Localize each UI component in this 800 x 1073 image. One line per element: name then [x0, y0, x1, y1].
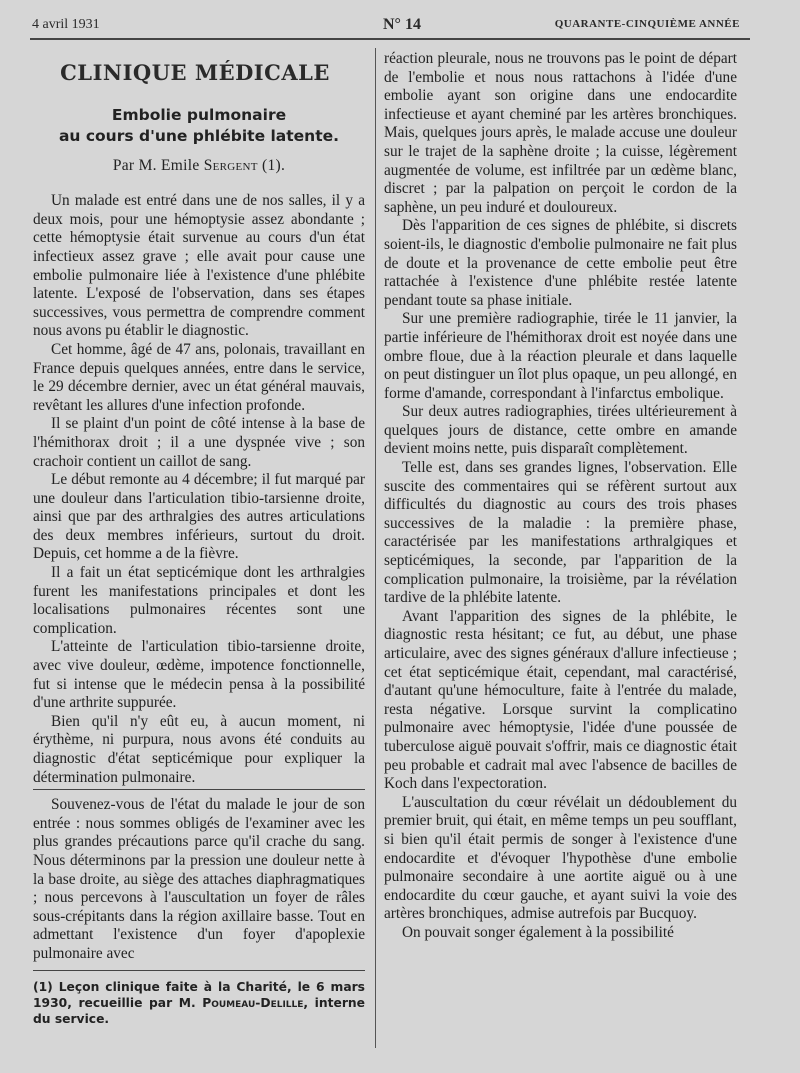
- paragraph: Sur une première radiographie, tirée le 11 janvier, la partie inférieure de l'hémithorax droit est noyée dans une ombre floue, due à la réaction pleurale et dans laquelle on peut distinguer un îlot plus opaque, un peu allongé, en forme d'amande, correspondant à l'infarctus embolique.: [384, 310, 737, 402]
- paragraph: Avant l'apparition des signes de la phlébite, le diagnostic resta hésitant; ce fut, au début, une phase articulaire, avec des signes généraux d'allure infectieuse ; cet état septicémique était, cependant, mal caractérisé, d'autant qu'une hémoculture, faite à l'entrée du malade, resta négative. Lorsque survint la complicatino pulmonaire avec hémoptysie, l'idée d'une poussée de tuberculose aiguë pouvait s'offrir, mais ce diagnostic était peu probable et cadrait mal avec l'absence de bacilles de Koch dans l'expectoration.: [384, 607, 737, 793]
- paragraph: Il a fait un état septicémique dont les arthralgies furent les manifestations principales et dont les localisations pulmonaires récentes sont une complication.: [33, 564, 365, 637]
- paragraph: Telle est, dans ses grandes lignes, l'observation. Elle suscite des commentaires qui se réfèrent surtout aux difficultés du diagnostic au cours des trois phases successives de la maladie : la première phase, caractérisée par les manifestations arthralgiques et septicémiques, la seconde, par l'apparition de la complication pulmonaire, la troisième, par la révélation tardive de la phlébite latente.: [384, 459, 737, 607]
- paragraph: L'atteinte de l'articulation tibio-tarsienne droite, avec vive douleur, œdème, impotence fonctionnelle, fut si intense que le médecin pensa à la possibilité d'une arthrite suppurée.: [33, 638, 365, 712]
- section-rule: [33, 789, 365, 790]
- paragraph: Il se plaint d'un point de côté intense à la base de l'hémithorax droit ; il a une dyspnée vive ; son crachoir contient un caillot de sang.: [33, 415, 365, 470]
- paragraph: L'auscultation du cœur révélait un dédoublement du premier bruit, qui était, en même temps un peu soufflant, si bien qu'il était permis de songer à l'existence d'une endocardite et d'évoquer l'hypothèse d'une embolie pulmonaire secondaire à une aortite aiguë ou à une endocardite du cœur gauche, et ayant suivi la voie des artères bronchiques, admise autrefois par Bucquoy.: [384, 793, 737, 923]
- author-name: Sergent: [203, 156, 258, 174]
- paragraph: Sur deux autres radiographies, tirées ultérieurement à quelques jours de distance, cette ombre en amande devient moins nette, puis disparaît complètement.: [384, 403, 737, 458]
- issue-number: N° 14: [383, 16, 421, 33]
- volume-year: QUARANTE-CINQUIÈME ANNÉE: [554, 18, 740, 30]
- byline: [33, 157, 365, 176]
- article-title: [33, 105, 365, 147]
- byline-prefix: Par M. Emile: [112, 156, 200, 174]
- page-header: [30, 14, 740, 34]
- paragraph: On pouvait songer également à la possibilité: [402, 923, 674, 941]
- right-column: [384, 50, 737, 943]
- left-column: [33, 50, 365, 1027]
- paragraph: Le début remonte au 4 décembre; il fut marqué par une douleur dans l'articulation tibio-tarsienne droite, ainsi que par des arthralgies des autres articulations des deux membres inférieurs, surtout du droit. Depuis, cet homme a de la fièvre.: [33, 471, 365, 563]
- paragraph: réaction pleurale, nous ne trouvons pas le point de départ de l'embolie et nous nous rattachons à l'idée d'une embolie ayant son origine dans une endocardite infectieuse et ayant cheminé par les artères bronchiques. Mais, quelques jours après, le malade accuse une douleur sur le trajet de la saphène droite ; la cuisse, légèrement augmentée de volume, est infiltrée par un œdème blanc, discret ; par la palpation on perçoit le cordon de la saphène, un peu induré et douloureux.: [384, 50, 737, 216]
- column-divider: [375, 48, 376, 1048]
- footnote-rule: [33, 970, 365, 971]
- article-title-line: au cours d'une phlébite latente.: [58, 126, 340, 145]
- section-title: CLINIQUE MÉDICALE: [60, 60, 330, 85]
- paragraph: Un malade est entré dans une de nos salles, il y a deux mois, pour une hémoptysie assez abondante ; cette hémoptysie était survenue au cours d'un état infectieux assez grave ; elle avait pour cause une embolie pulmonaire liée à l'existence d'une phlébite latente. L'exposé de l'observation, dans ses étapes successives, vous permettra de comprendre comment nous avons pu établir le diagnostic.: [33, 192, 365, 340]
- byline-footnote-ref: (1).: [262, 156, 286, 174]
- paragraph: Souvenez-vous de l'état du malade le jour de son entrée : nous sommes obligés de l'examiner avec les plus grandes précautions parce qu'il crache du sang. Nous déterminons par la pression une douleur nette à la base droite, au siège des attaches diaphragmatiques ; nous percevons à l'auscultation un foyer de râles sous-crépitants dans la région axillaire basse. Tout en admettant l'existence d'un foyer d'apoplexie pulmonaire avec: [33, 796, 365, 962]
- paragraph: Bien qu'il n'y eût eu, à aucun moment, ni érythème, ni purpura, nous avons été conduits au diagnostic d'état septicémique pour expliquer la détermination pulmonaire.: [33, 712, 365, 786]
- header-rule: [30, 38, 750, 40]
- footnote-text-end: , interne du service.: [33, 995, 365, 1026]
- footnote: [33, 979, 365, 1027]
- paragraph: Cet homme, âgé de 47 ans, polonais, travaillant en France depuis quelques années, entre dans le service, le 29 décembre dernier, avec un état général mauvais, revêtant les allures d'une infection profonde.: [33, 340, 365, 414]
- footnote-text: (1) Leçon clinique faite à la Charité, le 6 mars 1930, recueillie par M.: [33, 979, 365, 1010]
- paragraph: Dès l'apparition de ces signes de phlébite, si discrets soient-ils, le diagnostic d'embolie pulmonaire ne fait plus de doute et la provenance de cette embolie peut être rattachée à l'existence d'une phlébite restée latente pendant toute sa phase initiale.: [384, 217, 737, 309]
- footnote-name: Poumeau-Delille: [202, 995, 304, 1010]
- article-title-line: Embolie pulmonaire: [111, 105, 287, 124]
- issue-date: 4 avril 1931: [32, 17, 100, 32]
